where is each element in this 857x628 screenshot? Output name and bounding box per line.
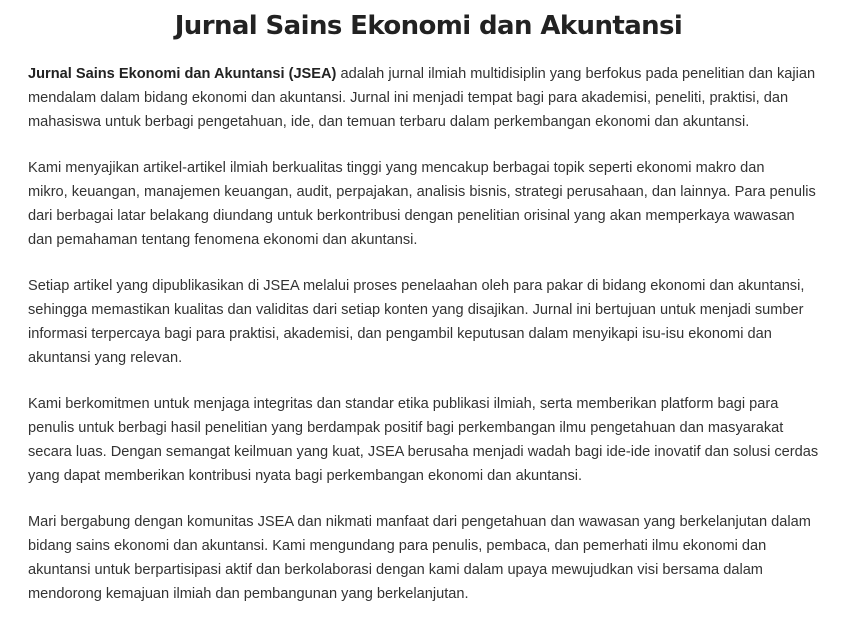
paragraph-line: akuntansi untuk berpartisipasi aktif dan berkolaborasi dengan kami dalam upaya mewujudkan visi bersama dalam <box>28 562 763 578</box>
paragraph-line: mikro, keuangan, manajemen keuangan, audit, perpajakan, analisis bisnis, strategi perusahaan, dan lainnya. Para penulis <box>28 184 816 200</box>
paragraph-intro <box>28 62 838 134</box>
paragraph-line: informasi terpercaya bagi para praktisi, akademisi, dan pengambil keputusan dalam menyikapi isu-isu ekonomi dan <box>28 326 772 342</box>
paragraph-topics <box>28 156 838 252</box>
line-text: adalah jurnal ilmiah multidisiplin yang berfokus pada penelitian dan kajian <box>336 66 816 82</box>
paragraph-line: dan pemahaman tentang fenomena ekonomi dan akuntansi. <box>28 232 418 248</box>
paragraph-line: penulis untuk berbagi hasil penelitian yang berdampak positif bagi perkembangan ilmu pengetahuan dan masyarakat <box>28 420 784 436</box>
paragraph-review <box>28 274 838 370</box>
paragraph-line: yang dapat memberikan kontribusi nyata bagi perkembangan ekonomi dan akuntansi. <box>28 468 583 484</box>
paragraph-line: Kami menyajikan artikel-artikel ilmiah berkualitas tinggi yang mencakup berbagai topik seperti ekonomi makro dan <box>28 160 765 176</box>
paragraph-invitation <box>28 510 838 606</box>
paragraph-line: Kami berkomitmen untuk menjaga integritas dan standar etika publikasi ilmiah, serta memberikan platform bagi para <box>28 396 779 412</box>
paragraph-line: mendalam dalam bidang ekonomi dan akuntansi. Jurnal ini menjadi tempat bagi para akademisi, peneliti, praktisi, dan <box>28 90 789 106</box>
paragraph-line: bidang sains ekonomi dan akuntansi. Kami mengundang para penulis, pembaca, dan pemerhati ilmu ekonomi dan <box>28 538 767 554</box>
paragraph-line: mahasiswa untuk berbagi pengetahuan, ide, dan temuan terbaru dalam perkembangan ekonomi dan akuntansi. <box>28 114 750 130</box>
paragraph-line: Mari bergabung dengan komunitas JSEA dan nikmati manfaat dari pengetahuan dan wawasan yang berkelanjutan dalam <box>28 514 811 530</box>
journal-name-bold: Jurnal Sains Ekonomi dan Akuntansi (JSEA) <box>28 66 337 82</box>
paragraph-line: mendorong kemajuan ilmiah dan pembangunan yang berkelanjutan. <box>28 586 469 602</box>
paragraph-line: secara luas. Dengan semangat keilmuan yang kuat, JSEA berusaha menjadi wadah bagi ide-ide inovatif dan solusi cerdas <box>28 444 819 460</box>
paragraph-line: Setiap artikel yang dipublikasikan di JSEA melalui proses penelaahan oleh para pakar di bidang ekonomi dan akuntansi, <box>28 278 805 294</box>
page-title: Jurnal Sains Ekonomi dan Akuntansi <box>174 11 683 41</box>
paragraph-commitment <box>28 392 838 488</box>
paragraph-line: akuntansi yang relevan. <box>28 350 183 366</box>
paragraph-line: dari berbagai latar belakang diundang untuk berkontribusi dengan penelitian orisinal yang akan memperkaya wawasan <box>28 208 795 224</box>
paragraph-line: sehingga memastikan kualitas dan validitas dari setiap konten yang disajikan. Jurnal ini bertujuan untuk menjadi sumber <box>28 302 804 318</box>
paragraph-line <box>28 62 838 86</box>
article-body <box>28 62 838 628</box>
